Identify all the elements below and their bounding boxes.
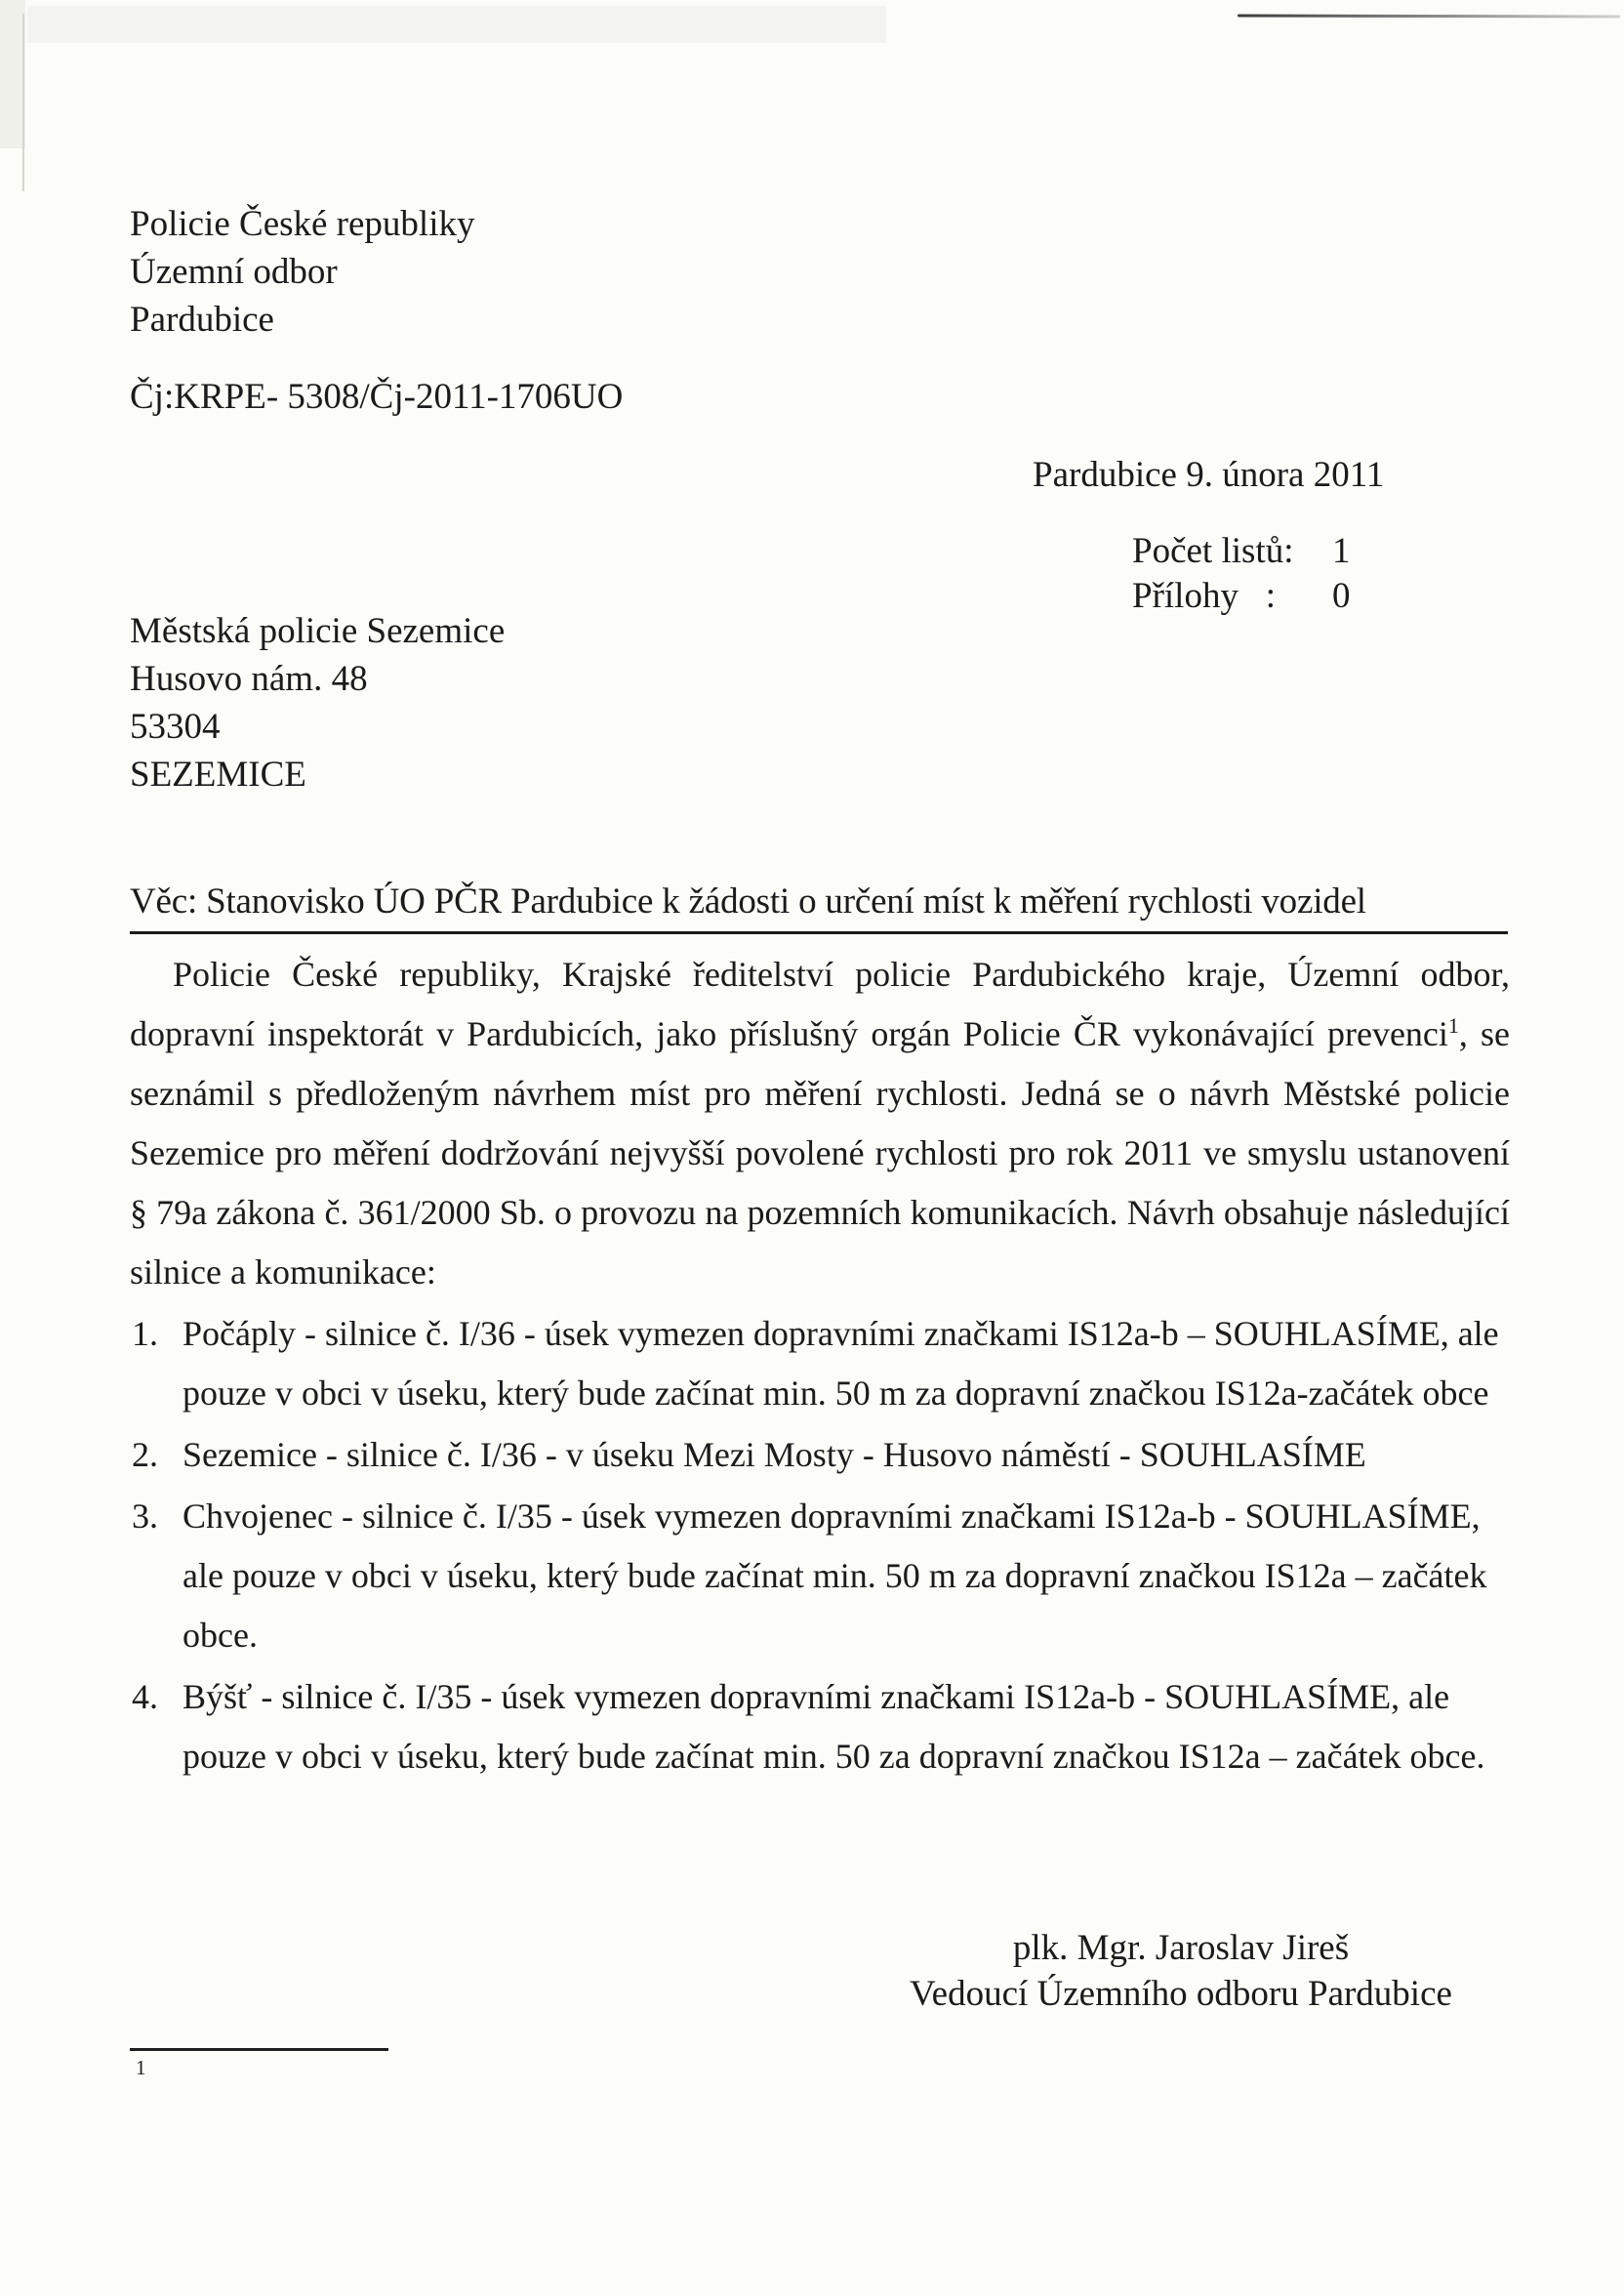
- signature-block: [839, 1925, 1522, 2017]
- footnote-number: 1: [136, 2056, 146, 2079]
- list-item: [130, 1304, 1510, 1423]
- footnote-marker: 1: [1447, 1013, 1459, 1038]
- recipient-line: 53304: [130, 707, 221, 747]
- letterhead-city: Pardubice: [130, 300, 274, 340]
- scan-artifact-left-edge-line: [22, 14, 24, 191]
- list-item-number: 4.: [132, 1677, 158, 1716]
- scan-artifact-wash: [27, 6, 886, 43]
- dateline: Pardubice 9. února 2011: [1033, 455, 1385, 495]
- attachments-label: Přílohy :: [1132, 576, 1276, 616]
- letter-body: [130, 945, 1510, 1786]
- recipient-address: [130, 607, 505, 799]
- list-item-number: 3.: [132, 1496, 158, 1536]
- sheet-count-value: 1: [1332, 531, 1351, 571]
- reference-number: Čj:KRPE- 5308/Čj-2011-1706UO: [130, 377, 624, 417]
- attachments-row: [1132, 574, 1351, 619]
- scan-artifact-top-line: [1238, 14, 1620, 18]
- list-item-number: 2.: [132, 1435, 158, 1474]
- list-item-text: Počáply - silnice č. I/36 - úsek vymezen dopravními značkami IS12a-b – SOUHLASÍME, ale pouze v obci v úseku, který bude začínat min. 50 m za dopravní značkou IS12a-začátek obce: [183, 1314, 1499, 1413]
- list-item: [130, 1667, 1510, 1786]
- list-item-text: Sezemice - silnice č. I/36 - v úseku Mezi Mosty - Husovo náměstí - SOUHLASÍME: [183, 1435, 1366, 1474]
- numbered-list: [130, 1304, 1510, 1786]
- footnote-separator: [130, 2048, 388, 2051]
- attachments-value: 0: [1332, 576, 1351, 616]
- signature-title: Vedoucí Územního odboru Pardubice: [910, 1974, 1452, 2014]
- list-item: [130, 1425, 1510, 1485]
- counts-block: [1132, 529, 1351, 619]
- letterhead-org: Policie České republiky: [130, 204, 475, 244]
- list-item-text: Chvojenec - silnice č. I/35 - úsek vymezen dopravními značkami IS12a-b - SOUHLASÍME, ale pouze v obci v úseku, který bude začínat min. 50 m za dopravní značkou IS12a – začátek obce.: [183, 1496, 1487, 1655]
- sheet-count-row: [1132, 529, 1351, 574]
- recipient-line: Městská policie Sezemice: [130, 611, 506, 651]
- paragraph-text: Policie České republiky, Krajské ředitelství policie Pardubického kraje, Územní odbor, dopravní inspektorát v Pardubicích, jako příslušný orgán Policie ČR vykonávající prevenci: [130, 955, 1510, 1053]
- subject-line: Věc: Stanovisko ÚO PČR Pardubice k žádosti o určení míst k měření rychlosti vozidel: [130, 881, 1508, 934]
- list-item-number: 1.: [132, 1314, 158, 1353]
- list-item-text: Býšť - silnice č. I/35 - úsek vymezen dopravními značkami IS12a-b - SOUHLASÍME, ale pouze v obci v úseku, který bude začínat min. 50 za dopravní značkou IS12a – začátek obce.: [183, 1677, 1485, 1776]
- recipient-line: SEZEMICE: [130, 755, 306, 795]
- letterhead-unit: Územní odbor: [130, 252, 338, 292]
- letterhead: [130, 200, 475, 344]
- sheet-count-label: Počet listů:: [1132, 531, 1294, 571]
- list-item: [130, 1487, 1510, 1665]
- signature-name: plk. Mgr. Jaroslav Jireš: [1012, 1928, 1350, 1968]
- paragraph-text: , se seznámil s předloženým návrhem míst pro měření rychlosti. Jedná se o návrh Městské policie Sezemice pro měření dodržování nejvyšší povolené rychlosti pro rok 2011 ve smyslu ustanovení § 79a zákona č. 361/2000 Sb. o provozu na pozemních komunikacích. Návrh obsahuje následující silnice a komunikace:: [130, 1014, 1510, 1292]
- recipient-line: Husovo nám. 48: [130, 659, 368, 699]
- body-paragraph: [130, 945, 1510, 1302]
